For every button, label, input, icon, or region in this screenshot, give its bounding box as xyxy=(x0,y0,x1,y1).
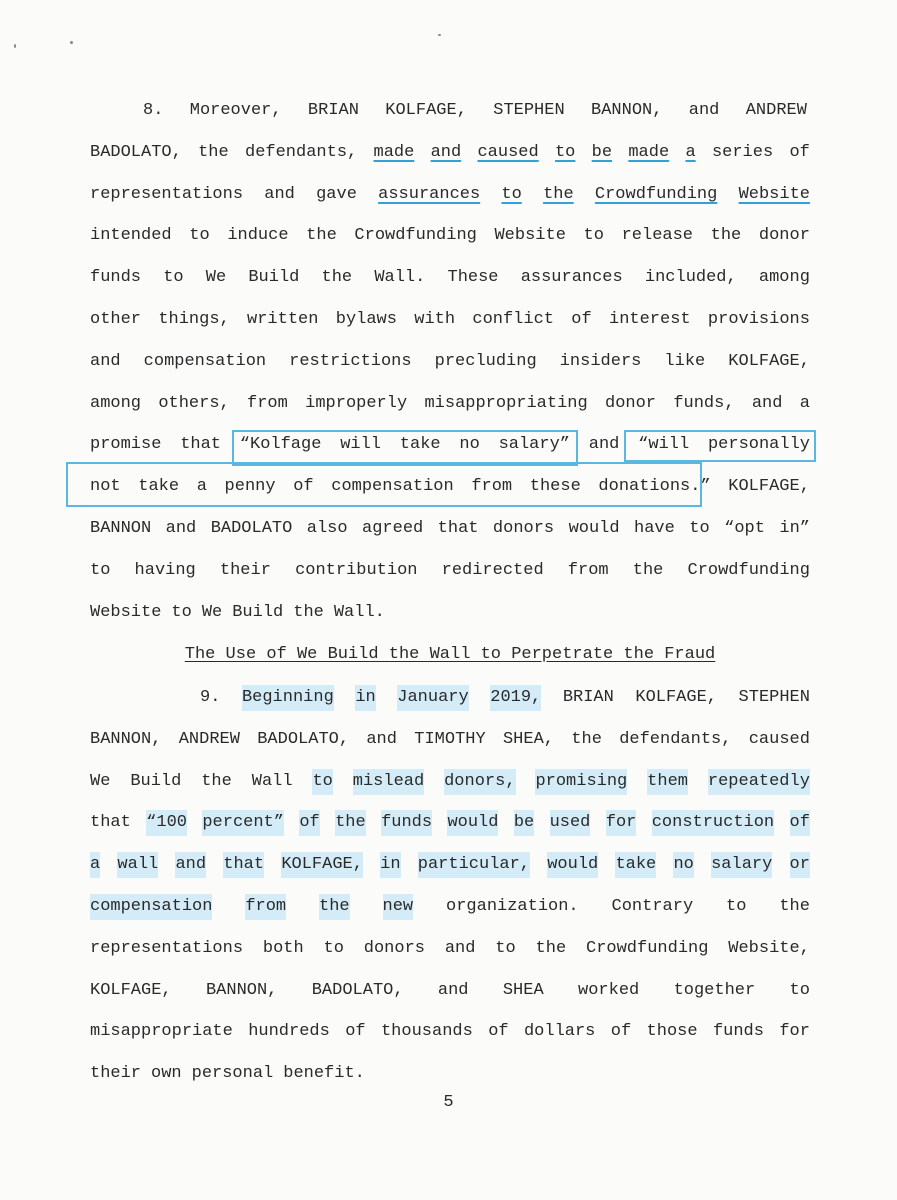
text-line xyxy=(90,894,810,920)
word: compensation xyxy=(90,894,212,920)
page-number: 5 xyxy=(443,1093,454,1112)
word: caused xyxy=(748,730,810,749)
word: BRIAN xyxy=(307,101,359,120)
word: 8. xyxy=(143,101,164,120)
word: Crowdfunding xyxy=(354,226,477,245)
word: donor xyxy=(758,226,810,245)
word: of xyxy=(299,810,319,836)
word: STEPHEN xyxy=(493,101,565,120)
word: donor xyxy=(605,394,657,413)
word: the xyxy=(535,939,567,958)
word: agreed xyxy=(362,519,424,538)
word: Build xyxy=(232,603,284,622)
word: Crowdfunding xyxy=(594,185,718,204)
word: Beginning xyxy=(242,685,334,711)
word: of xyxy=(345,1022,366,1041)
word: STEPHEN xyxy=(738,688,810,707)
word: 2019, xyxy=(490,685,541,711)
word: These xyxy=(447,268,499,287)
word: compensation xyxy=(331,477,454,496)
word: series xyxy=(711,143,774,162)
word: compensation xyxy=(143,352,267,371)
word: conflict xyxy=(472,310,554,329)
text-line xyxy=(90,769,810,795)
word: to xyxy=(495,939,516,958)
word: those xyxy=(646,1022,698,1041)
word: for xyxy=(606,810,637,836)
word: or xyxy=(790,852,810,878)
text-line xyxy=(90,600,810,626)
word: Wall. xyxy=(374,268,426,287)
word: would xyxy=(447,810,498,836)
word: would xyxy=(547,852,598,878)
word: and xyxy=(444,939,476,958)
word: be xyxy=(591,143,613,162)
word: percent” xyxy=(202,810,284,836)
word: gave xyxy=(316,185,357,204)
word: benefit. xyxy=(283,1064,365,1083)
word: BANNON xyxy=(90,519,152,538)
word: to xyxy=(312,769,332,795)
word: assurances xyxy=(378,185,481,204)
word: made xyxy=(628,143,670,162)
word: penny xyxy=(224,477,276,496)
word: the xyxy=(543,185,574,204)
word: Wall. xyxy=(333,603,385,622)
word: KOLFAGE, xyxy=(281,852,363,878)
word: a xyxy=(799,394,810,413)
word: donors xyxy=(363,939,425,958)
word: organization. xyxy=(446,897,579,916)
word: funds xyxy=(381,810,432,836)
word: funds xyxy=(90,268,142,287)
word: like xyxy=(664,352,706,371)
word: the xyxy=(319,894,350,920)
word: take xyxy=(399,435,441,454)
word: Contrary xyxy=(611,897,694,916)
scan-speck xyxy=(70,41,73,44)
word: intended xyxy=(90,226,172,245)
word: of xyxy=(571,310,592,329)
word: Wall xyxy=(251,772,293,791)
word: be xyxy=(514,810,534,836)
word: “100 xyxy=(146,810,187,836)
word: wall xyxy=(117,852,158,878)
text-line xyxy=(90,223,810,249)
word: Website, xyxy=(728,939,810,958)
word: 9. xyxy=(200,688,221,707)
annotation-box-quote-1 xyxy=(232,430,578,466)
word: BADOLATO, xyxy=(90,143,182,162)
word: personal xyxy=(191,1064,274,1083)
word: and xyxy=(430,143,462,162)
word: salary xyxy=(711,852,772,878)
word: to xyxy=(554,143,576,162)
word: We xyxy=(90,772,111,791)
word: BANNON, xyxy=(205,981,278,1000)
word: misappropriate xyxy=(90,1022,233,1041)
word: among xyxy=(758,268,810,287)
text-line xyxy=(90,182,810,208)
word: Website xyxy=(494,226,566,245)
text-line xyxy=(90,391,810,417)
word: with xyxy=(414,310,456,329)
word: from xyxy=(567,561,609,580)
text-line xyxy=(90,516,810,542)
word: the xyxy=(201,772,232,791)
word: new xyxy=(383,894,414,920)
word: repeatedly xyxy=(708,769,810,795)
word: that xyxy=(180,435,222,454)
word: assurances xyxy=(520,268,623,287)
word: personally xyxy=(707,435,810,454)
word: for xyxy=(779,1022,810,1041)
word: the xyxy=(321,268,353,287)
text-line xyxy=(90,265,810,291)
scan-speck xyxy=(438,34,441,36)
word: improperly xyxy=(305,394,408,413)
word: their xyxy=(90,1064,142,1083)
word: induce xyxy=(227,226,289,245)
text-line xyxy=(90,307,810,333)
word: TIMOTHY xyxy=(414,730,486,749)
word: among xyxy=(90,394,142,413)
word: KOLFAGE, xyxy=(728,477,810,496)
word: misappropriating xyxy=(424,394,588,413)
text-line xyxy=(90,810,810,836)
word: not xyxy=(90,477,121,496)
text-line xyxy=(90,936,810,962)
word: donations.” xyxy=(598,477,711,496)
word: the xyxy=(306,226,337,245)
word: that xyxy=(437,519,479,538)
word: together xyxy=(673,981,756,1000)
word: salary” xyxy=(498,435,570,454)
word: made xyxy=(373,143,415,162)
text-line xyxy=(90,978,810,1004)
word: Crowdfunding xyxy=(687,561,810,580)
word: SHEA xyxy=(502,981,544,1000)
word: the xyxy=(571,730,602,749)
word: that xyxy=(90,813,131,832)
word: from xyxy=(247,394,288,413)
word: thousands xyxy=(380,1022,473,1041)
word: included, xyxy=(644,268,737,287)
word: precluding xyxy=(434,352,537,371)
word: and xyxy=(751,394,783,413)
text-line xyxy=(90,349,810,375)
word: representations xyxy=(90,185,244,204)
word: and xyxy=(588,435,620,454)
word: of xyxy=(789,143,810,162)
word: own xyxy=(151,1064,182,1083)
word: their xyxy=(219,561,271,580)
word: will xyxy=(340,435,382,454)
word: and xyxy=(366,730,397,749)
word: BADOLATO xyxy=(210,519,293,538)
word: interest xyxy=(609,310,691,329)
word: Moreover, xyxy=(189,101,282,120)
word: and xyxy=(90,352,121,371)
word: to xyxy=(163,268,184,287)
word: donors, xyxy=(444,769,515,795)
word: and xyxy=(175,852,206,878)
word: KOLFAGE, xyxy=(90,981,172,1000)
word: no xyxy=(673,852,693,878)
word: the xyxy=(335,810,366,836)
word: Website xyxy=(738,185,810,204)
word: promise xyxy=(90,435,162,454)
word: donors xyxy=(492,519,555,538)
word: to xyxy=(583,226,604,245)
word: provisions xyxy=(707,310,810,329)
word: defendants, xyxy=(619,730,732,749)
word: used xyxy=(550,810,591,836)
annotation-box-quote-3 xyxy=(66,462,702,507)
word: “Kolfage xyxy=(239,435,322,454)
word: We xyxy=(205,268,227,287)
word: KOLFAGE, xyxy=(385,101,467,120)
word: of xyxy=(293,477,314,496)
word: other xyxy=(90,310,142,329)
text-line xyxy=(143,98,807,124)
word: them xyxy=(647,769,688,795)
word: SHEA, xyxy=(502,730,554,749)
word: redirected xyxy=(441,561,544,580)
annotation-box-quote-2 xyxy=(624,430,816,462)
word: defendants, xyxy=(245,143,358,162)
word: the xyxy=(293,603,324,622)
word: to xyxy=(323,939,344,958)
word: “opt xyxy=(724,519,765,538)
text-line xyxy=(90,1019,810,1045)
word: have xyxy=(634,519,675,538)
word: funds xyxy=(712,1022,764,1041)
text-line xyxy=(200,685,810,711)
word: hundreds xyxy=(248,1022,330,1041)
word: from xyxy=(245,894,286,920)
section-heading: The Use of We Build the Wall to Perpetrate the Fraud xyxy=(184,645,716,664)
word: no xyxy=(459,435,480,454)
word: a xyxy=(90,852,100,878)
word: from xyxy=(471,477,513,496)
word: “will xyxy=(638,435,690,454)
word: caused xyxy=(477,143,539,162)
word: to xyxy=(171,603,192,622)
word: BRIAN xyxy=(562,688,614,707)
text-line xyxy=(90,1061,810,1087)
word: these xyxy=(529,477,581,496)
word: in xyxy=(380,852,400,878)
word: things, xyxy=(158,310,230,329)
word: a xyxy=(685,143,696,162)
word: would xyxy=(568,519,620,538)
word: KOLFAGE, xyxy=(728,352,810,371)
word: KOLFAGE, xyxy=(635,688,717,707)
word: dollars xyxy=(523,1022,596,1041)
word: and xyxy=(264,185,295,204)
word: ANDREW xyxy=(178,730,240,749)
word: to xyxy=(90,561,111,580)
word: mislead xyxy=(353,769,424,795)
word: BADOLATO, xyxy=(257,730,350,749)
word: Build xyxy=(130,772,182,791)
word: take xyxy=(615,852,656,878)
word: in xyxy=(355,685,375,711)
word: the xyxy=(779,897,810,916)
word: of xyxy=(488,1022,509,1041)
word: a xyxy=(196,477,207,496)
word: also xyxy=(306,519,348,538)
word: contribution xyxy=(295,561,418,580)
word: promising xyxy=(535,769,627,795)
word: January xyxy=(397,685,468,711)
word: to xyxy=(789,981,810,1000)
word: the xyxy=(198,143,229,162)
word: Crowdfunding xyxy=(586,939,709,958)
word: the xyxy=(710,226,742,245)
word: funds, xyxy=(673,394,735,413)
word: having xyxy=(134,561,196,580)
word: the xyxy=(632,561,664,580)
word: of xyxy=(610,1022,632,1041)
word: in” xyxy=(779,519,810,538)
word: ANDREW xyxy=(745,101,807,120)
word: particular, xyxy=(418,852,530,878)
word: BANNON, xyxy=(90,730,162,749)
word: Website xyxy=(90,603,162,622)
word: and xyxy=(688,101,720,120)
text-line xyxy=(90,558,810,584)
word: worked xyxy=(578,981,640,1000)
word: that xyxy=(223,852,264,878)
word: insiders xyxy=(559,352,642,371)
word: bylaws xyxy=(335,310,397,329)
word: others, xyxy=(158,394,230,413)
word: to xyxy=(726,897,747,916)
word: to xyxy=(189,226,210,245)
word: take xyxy=(138,477,180,496)
text-line xyxy=(90,852,810,878)
word: BADOLATO, xyxy=(311,981,404,1000)
word: and xyxy=(165,519,197,538)
word: restrictions xyxy=(289,352,412,371)
word: of xyxy=(790,810,810,836)
text-line xyxy=(90,727,810,753)
word: to xyxy=(501,185,522,204)
word: We xyxy=(201,603,223,622)
word: written xyxy=(247,310,319,329)
word: and xyxy=(437,981,469,1000)
word: Build xyxy=(248,268,300,287)
word: both xyxy=(262,939,304,958)
text-line xyxy=(90,140,810,166)
word: BANNON, xyxy=(591,101,663,120)
scan-speck xyxy=(14,44,16,48)
word: release xyxy=(621,226,694,245)
word: construction xyxy=(652,810,774,836)
word: representations xyxy=(90,939,244,958)
word: to xyxy=(689,519,710,538)
